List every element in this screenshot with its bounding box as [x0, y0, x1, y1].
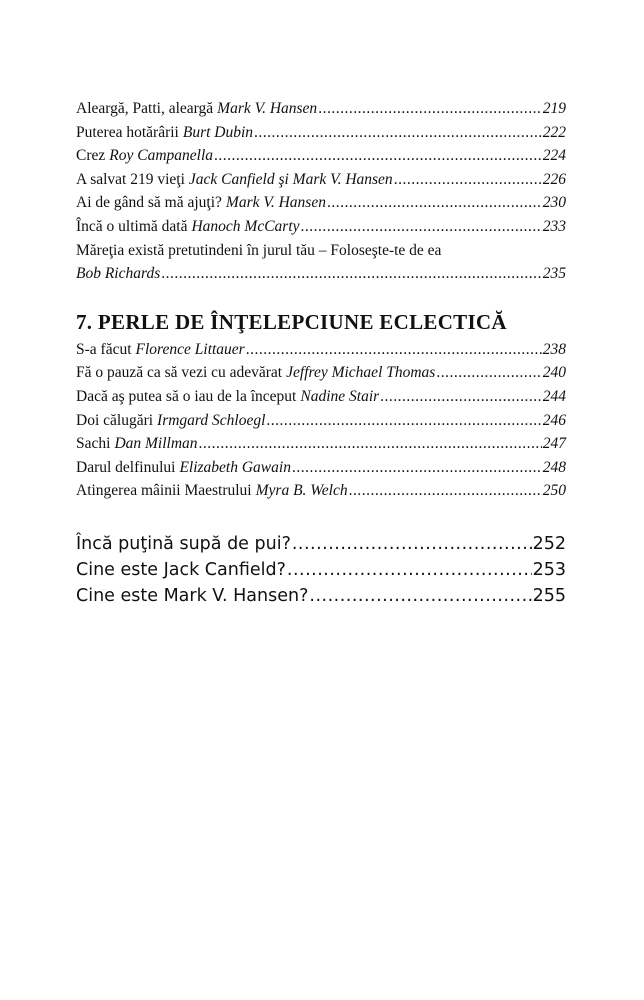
dot-leader — [266, 409, 541, 433]
table-of-contents — [76, 97, 566, 609]
entry-second-line — [76, 262, 566, 286]
toc-section-a — [76, 97, 566, 286]
toc-entry[interactable] — [76, 409, 566, 433]
entry-title: Dacă aş putea să o iau de la început — [76, 387, 297, 405]
entry-page: 233 — [542, 217, 566, 235]
dot-leader — [214, 144, 542, 168]
entry-author: Burt Dubin — [182, 123, 254, 141]
entry-author: Bob Richards — [76, 265, 161, 283]
toc-entry[interactable] — [76, 144, 566, 168]
entry-page: 247 — [542, 435, 566, 453]
toc-entry[interactable] — [76, 191, 566, 215]
dot-leader — [349, 479, 542, 503]
chapter-heading: 7. PERLE DE ÎNŢELEPCIUNE ECLECTICĂ — [76, 309, 507, 334]
entry-page: 219 — [542, 100, 566, 117]
entry-page: 235 — [542, 265, 566, 283]
entry-author: Myra B. Welch — [255, 482, 348, 500]
entry-author: Jeffrey Michael Thomas — [286, 364, 436, 382]
entry-page: 222 — [542, 123, 566, 141]
dot-leader — [292, 456, 542, 480]
toc-entry[interactable] — [76, 338, 566, 362]
entry-page: 226 — [542, 170, 566, 188]
entry-page: 250 — [542, 482, 566, 500]
entry-title: Puterea hotărârii — [76, 123, 179, 141]
toc-entry[interactable] — [76, 479, 566, 503]
dot-leader — [436, 361, 541, 385]
toc-entry[interactable] — [76, 432, 566, 456]
entry-page: 246 — [542, 411, 566, 429]
dot-leader — [161, 262, 542, 286]
entry-title: Încă puţină supă de pui? — [76, 533, 291, 554]
entry-title: Cine este Jack Canfield? — [76, 559, 286, 580]
entry-title: Măreţia există pretutindeni în jurul tău – Foloseşte-te de ea — [76, 241, 442, 259]
dot-leader — [380, 385, 542, 409]
entry-page: 240 — [542, 364, 566, 382]
toc-appendix-entry[interactable] — [76, 557, 566, 583]
entry-author: Mark V. Hansen — [225, 194, 326, 212]
toc-entry[interactable] — [76, 121, 566, 145]
entry-author: Dan Millman — [114, 435, 198, 453]
entry-title: S-a făcut — [76, 340, 132, 358]
toc-entry-wrapped[interactable] — [76, 239, 566, 286]
entry-title: Atingerea mâinii Maestrului — [76, 482, 252, 500]
entry-author: Elizabeth Gawain — [179, 458, 291, 476]
entry-title: A salvat 219 vieţi — [76, 170, 185, 188]
toc-appendix-entry[interactable] — [76, 583, 566, 609]
entry-page: 252 — [532, 533, 566, 554]
dot-leader — [394, 168, 542, 192]
entry-title: Ai de gând să mă ajuţi? — [76, 194, 222, 212]
toc-appendix-entry[interactable] — [76, 531, 566, 557]
entry-author: Roy Campanella — [109, 147, 214, 165]
dot-leader — [254, 121, 542, 145]
entry-author: Mark V. Hansen — [217, 100, 318, 117]
entry-title: Sachi — [76, 435, 111, 453]
entry-page: 230 — [542, 194, 566, 212]
dot-leader — [199, 432, 542, 456]
entry-title: Aleargă, Patti, aleargă — [76, 100, 214, 117]
toc-appendix — [76, 531, 566, 609]
dot-leader — [287, 557, 532, 583]
entry-title: Încă o ultimă dată — [76, 217, 188, 235]
entry-page: 248 — [542, 458, 566, 476]
dot-leader — [301, 215, 542, 239]
entry-page: 238 — [542, 340, 566, 358]
entry-title: Darul delfinului — [76, 458, 176, 476]
entry-page: 255 — [532, 585, 566, 606]
entry-page: 253 — [532, 559, 566, 580]
entry-title: Doi călugări — [76, 411, 154, 429]
entry-title: Fă o pauză ca să vezi cu adevărat — [76, 364, 283, 382]
dot-leader — [318, 97, 542, 121]
entry-page: 244 — [542, 387, 566, 405]
entry-author: Florence Littauer — [135, 340, 245, 358]
toc-entry[interactable] — [76, 215, 566, 239]
dot-leader — [309, 583, 531, 609]
dot-leader — [292, 531, 532, 557]
entry-author: Nadine Stair — [300, 387, 380, 405]
entry-author: Jack Canfield şi Mark V. Hansen — [188, 170, 393, 188]
entry-author: Hanoch McCarty — [191, 217, 300, 235]
toc-entry[interactable] — [76, 385, 566, 409]
dot-leader — [327, 191, 542, 215]
toc-entry[interactable] — [76, 456, 566, 480]
toc-entry[interactable] — [76, 361, 566, 385]
entry-title: Crez — [76, 147, 106, 165]
entry-author: Irmgard Schloegl — [157, 411, 266, 429]
dot-leader — [246, 338, 542, 362]
toc-entry[interactable] — [76, 97, 566, 121]
entry-title: Cine este Mark V. Hansen? — [76, 585, 309, 606]
toc-section-b — [76, 338, 566, 503]
section-spacer — [76, 503, 566, 531]
toc-entry[interactable] — [76, 168, 566, 192]
entry-page: 224 — [542, 147, 566, 165]
